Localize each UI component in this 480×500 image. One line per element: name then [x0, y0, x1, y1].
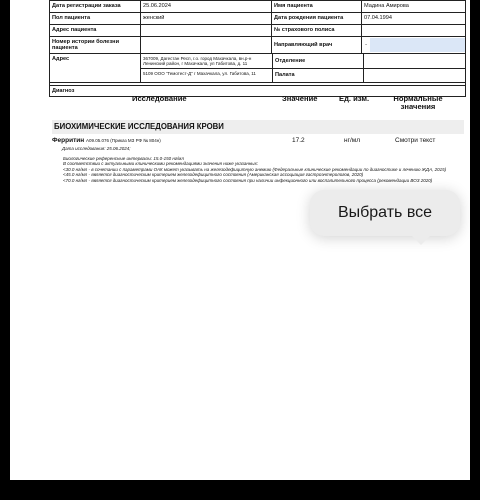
note-line: Биологические референсные интервалы: 15.0-150 нг/мл: [63, 156, 184, 161]
address-value-block: [141, 54, 273, 82]
note-line: <30.0 нг/мл - в сочетании с параметрами ОАК может указывать на железодефицитную анемию (Федеральные клинические рекомендации по диагностике и лечению ЖДА, 2015): [63, 166, 447, 172]
info-row-address-block: [50, 53, 465, 82]
test-value: 17.2: [292, 137, 305, 144]
value-department: [364, 54, 465, 68]
value-ward: [364, 68, 465, 83]
column-header-value: Значение: [282, 94, 318, 103]
label-patient-address: Адрес пациента: [50, 25, 141, 36]
label-department: Отделение: [275, 57, 306, 64]
value-history-number: [141, 37, 272, 53]
label-history-number: Номер истории болезни пациента: [50, 37, 141, 53]
info-row-history: [50, 36, 465, 53]
section-title: БИОХИМИЧЕСКИЕ ИССЛЕДОВАНИЯ КРОВИ: [52, 120, 464, 134]
value-registration-date: 25.06.2024: [141, 1, 272, 12]
popup-pointer-arrow: [411, 235, 431, 245]
test-date: Дата исследования: 25.06.2024;: [62, 146, 131, 151]
label-diagnosis: Диагноз: [52, 87, 75, 94]
label-sex: Пол пациента: [50, 13, 141, 24]
value-patient-address: [141, 25, 272, 36]
test-norm: Смотри текст: [395, 137, 436, 144]
info-row-registration: [50, 0, 465, 12]
department-ward-values: [364, 54, 465, 82]
select-all-label[interactable]: Выбрать все: [337, 204, 433, 221]
department-ward-block: [273, 54, 364, 82]
info-row-address: [50, 24, 465, 36]
test-units: нг/мл: [344, 137, 361, 144]
value-sex: женский: [141, 13, 272, 24]
value-insurance: [362, 25, 465, 36]
value-birth-date: 07.04.1994: [364, 14, 392, 21]
patient-info-table: [49, 0, 466, 97]
label-registration-date: Дата регистрации заказа: [50, 1, 141, 12]
column-header-study: Исследование: [132, 94, 187, 103]
value-address: 367009, Дагестан Респ, г.о. город Махачкала, вн.р-н Ленинский район, г Махачкала, ул Габитова, д. 11: [143, 55, 252, 67]
label-referring-doctor: Направляющий врач: [272, 37, 362, 53]
select-all-popup[interactable]: [310, 190, 460, 236]
note-line: <45.0 нг/мл - является диагностическим критерием железодефицитного состояния (Американская ассоциация гастроэнтерологов, 2020): [63, 172, 364, 178]
test-code: A09.05.076 (Приказ МЗ РФ № 804н): [86, 138, 161, 143]
label-insurance: № страхового полиса: [272, 25, 362, 36]
document-page: [10, 0, 470, 480]
column-header-units: Ед. изм.: [339, 94, 370, 103]
referring-doctor-highlight: [370, 38, 465, 52]
test-name: Ферритин: [52, 137, 85, 144]
note-line: В соответствии с актуальными клиническими рекомендациями значения ниже указанных:: [63, 161, 259, 167]
label-birth-date: Дата рождения пациента: [272, 13, 362, 24]
referring-doctor-field: [362, 37, 465, 53]
value-patient-name: Мадина Амирова: [364, 2, 409, 9]
value-lab-address: 5109 ООО "Гемотест-Д" г Махачкала, ул. Габитова, 11: [141, 68, 272, 82]
value-referring-doctor: -: [365, 41, 367, 48]
info-row-sex: [50, 12, 465, 24]
label-patient-name: Имя пациента: [272, 1, 362, 12]
label-ward: Палата: [273, 68, 363, 82]
test-row: [52, 137, 161, 145]
test-notes: [63, 156, 463, 183]
column-header-norm: Нормальные значения: [393, 94, 443, 111]
note-line: <70.0 нг/мл - является диагностическим критерием железодефицитного состояния при наличии инфекционного или воспалительного процесса (рекомендации ВОЗ 2020): [63, 177, 433, 183]
label-address: Адрес: [50, 54, 141, 82]
